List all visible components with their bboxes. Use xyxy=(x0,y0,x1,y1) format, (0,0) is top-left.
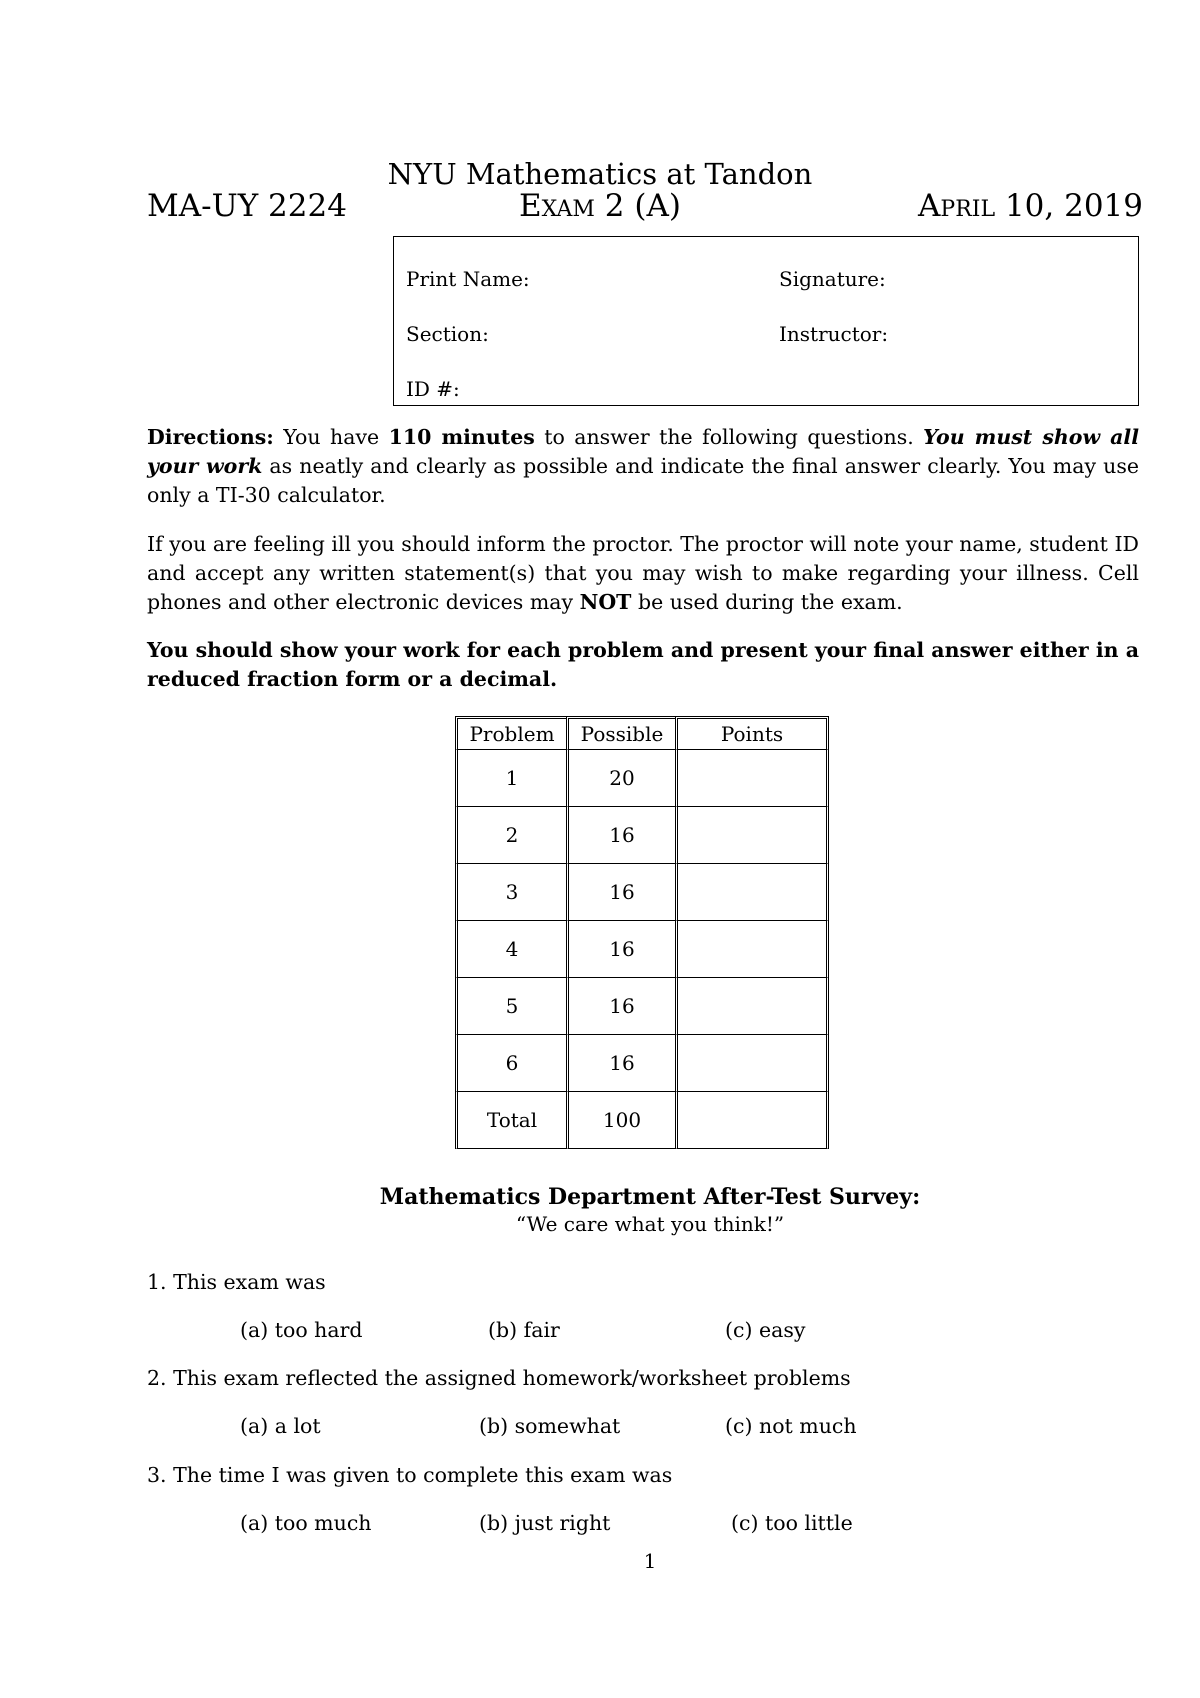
exam-title: Exam 2 (A) xyxy=(519,188,681,224)
table-row xyxy=(455,864,829,921)
q2-option-c[interactable]: (c) not much xyxy=(725,1414,857,1438)
q2-option-b[interactable]: (b) somewhat xyxy=(479,1414,621,1438)
possible-cell: 16 xyxy=(566,921,675,978)
survey-subtitle: “We care what you think!” xyxy=(515,1212,785,1236)
header-possible: Possible xyxy=(566,716,675,750)
section-field[interactable]: Section: xyxy=(406,322,489,346)
page-number: 1 xyxy=(643,1549,657,1573)
table-row xyxy=(455,807,829,864)
points-cell[interactable] xyxy=(675,864,829,921)
exam-date: April 10, 2019 xyxy=(918,188,1143,224)
points-cell[interactable] xyxy=(675,1092,829,1149)
table-row xyxy=(455,750,829,807)
possible-cell: 16 xyxy=(566,1035,675,1092)
possible-cell: 16 xyxy=(566,807,675,864)
instructor-field[interactable]: Instructor: xyxy=(779,322,889,346)
points-cell[interactable] xyxy=(675,921,829,978)
illness-text-1: If you are feeling ill you should inform the proctor. The proctor will note your name, student ID and accept any written statement(s) that you may wish to make regarding your illness. Cell phones and other electronic devices may xyxy=(147,532,1139,614)
q1-option-c[interactable]: (c) easy xyxy=(725,1318,806,1342)
directions-paragraph xyxy=(147,423,1139,510)
table-row xyxy=(455,978,829,1035)
points-cell[interactable] xyxy=(675,750,829,807)
problem-cell: 6 xyxy=(455,1035,566,1092)
survey-question-2: 2. This exam reflected the assigned homework/worksheet problems xyxy=(147,1366,851,1390)
problem-cell: 3 xyxy=(455,864,566,921)
print-name-field[interactable]: Print Name: xyxy=(406,267,530,291)
directions-text-3: as neatly and clearly as possible and indicate the final answer clearly. You may use only a TI-30 calculator. xyxy=(147,454,1139,507)
points-cell[interactable] xyxy=(675,807,829,864)
institution-title: NYU Mathematics at Tandon xyxy=(387,157,813,191)
directions-text-2: to answer the following questions. xyxy=(534,425,924,449)
directions-text-1: You have xyxy=(273,425,389,449)
header-points: Points xyxy=(675,716,829,750)
possible-cell: 16 xyxy=(566,978,675,1035)
table-row xyxy=(455,921,829,978)
header-problem: Problem xyxy=(455,716,566,750)
survey-question-3: 3. The time I was given to complete this exam was xyxy=(147,1463,673,1487)
possible-cell: 100 xyxy=(566,1092,675,1149)
directions-must-show: You must show all your work xyxy=(147,425,1140,478)
q1-option-b[interactable]: (b) fair xyxy=(488,1318,560,1342)
illness-text-2: be used during the exam. xyxy=(631,590,903,614)
possible-cell: 20 xyxy=(566,750,675,807)
problem-cell: 1 xyxy=(455,750,566,807)
table-row-total xyxy=(455,1092,829,1149)
q3-option-b[interactable]: (b) just right xyxy=(479,1511,611,1535)
survey-title: Mathematics Department After-Test Survey: xyxy=(379,1184,921,1210)
points-cell[interactable] xyxy=(675,978,829,1035)
q2-option-a[interactable]: (a) a lot xyxy=(240,1414,321,1438)
points-cell[interactable] xyxy=(675,1035,829,1092)
directions-minutes: 110 minutes xyxy=(388,425,535,449)
signature-field[interactable]: Signature: xyxy=(779,267,886,291)
table-row xyxy=(455,1035,829,1092)
directions-label: Directions: xyxy=(147,425,274,449)
score-table xyxy=(455,716,829,1149)
problem-cell: 2 xyxy=(455,807,566,864)
table-header-row xyxy=(455,716,829,750)
illness-not: NOT xyxy=(579,590,632,614)
work-note: You should show your work for each problem and present your final answer either in a reduced fraction form or a decimal. xyxy=(147,638,1139,691)
survey-question-1: 1. This exam was xyxy=(147,1270,326,1294)
problem-cell: 4 xyxy=(455,921,566,978)
q3-option-c[interactable]: (c) too little xyxy=(731,1511,853,1535)
q3-option-a[interactable]: (a) too much xyxy=(240,1511,372,1535)
problem-cell: 5 xyxy=(455,978,566,1035)
possible-cell: 16 xyxy=(566,864,675,921)
id-field[interactable]: ID #: xyxy=(406,377,460,401)
student-info-box xyxy=(393,236,1139,406)
course-code: MA-UY 2224 xyxy=(147,188,347,224)
illness-paragraph xyxy=(147,530,1139,617)
problem-cell: Total xyxy=(455,1092,566,1149)
q1-option-a[interactable]: (a) too hard xyxy=(240,1318,363,1342)
